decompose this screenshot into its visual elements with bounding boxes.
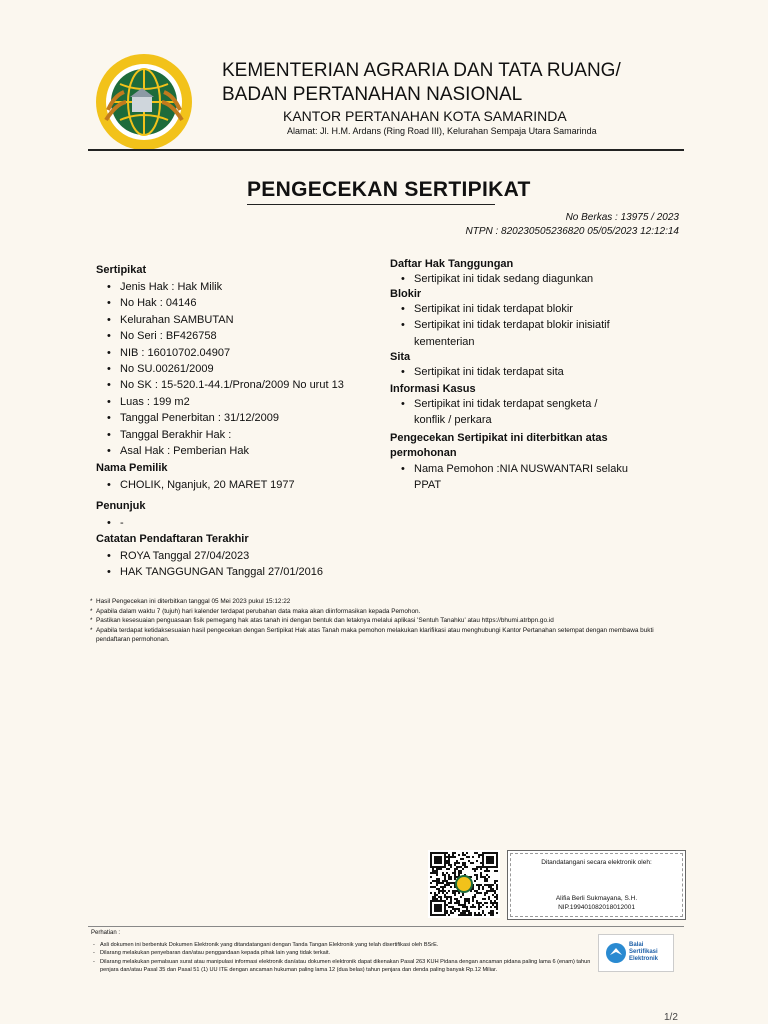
signature-box <box>507 850 686 920</box>
title-underline <box>247 204 495 205</box>
note-item: * Apabila terdapat ketidaksesuaian hasil pengecekan dengan Sertipikat Hak atas Tanah maka pemohon melakukan klarifikasi atau menghubungi Kantor Pertanahan setempat dengan membawa bukti pendaftaran permohonan. <box>90 626 654 644</box>
header-divider <box>88 149 684 151</box>
list-item: • Sertipikat ini tidak terdapat sita <box>390 364 680 380</box>
bsre-logo <box>598 934 674 972</box>
section-sita <box>390 351 680 380</box>
ministry-title-line1: KEMENTERIAN AGRARIA DAN TATA RUANG/ <box>222 60 621 81</box>
no-berkas: No Berkas : 13975 / 2023 <box>565 212 679 223</box>
signer-nip: NIP.199401082018012001 <box>558 904 635 911</box>
ministry-title-line2: BADAN PERTANAHAN NASIONAL <box>222 84 523 105</box>
footer-item: - Asli dokumen ini berbentuk Dokumen Elektronik yang ditandatangani dengan Tanda Tangan Elektronik yang telah disertifikasi oleh BSrE. <box>93 942 439 948</box>
list-item: • Nama Pemohon :NIA NUSWANTARI selaku PPAT <box>390 461 640 494</box>
footer-item: - Dilarang melakukan penyebaran dan/atau penggandaan kepada pihak lain yang tidak terkait. <box>93 950 331 957</box>
section-heading: Blokir <box>390 288 422 300</box>
list-item: • No SU.00261/2009 <box>96 361 376 377</box>
document-title: PENGECEKAN SERTIPIKAT <box>247 178 531 201</box>
list-item: • Tanggal Penerbitan : 31/12/2009 <box>96 410 376 426</box>
list-item: • Tanggal Berakhir Hak : <box>96 427 376 443</box>
office-name: KANTOR PERTANAHAN KOTA SAMARINDA <box>283 108 567 124</box>
list-item: • HAK TANGGUNGAN Tanggal 27/01/2016 <box>96 564 376 580</box>
bpn-logo <box>94 52 194 152</box>
section-heading: Catatan Pendaftaran Terakhir <box>96 533 249 545</box>
section-heading: Sertipikat <box>96 264 147 276</box>
page-number: 1/2 <box>664 1012 678 1023</box>
list-item: • NIB : 16010702.04907 <box>96 345 376 361</box>
section-catatan <box>96 533 376 581</box>
list-item: • No SK : 15-520.1-44.1/Prona/2009 No urut 13 <box>96 377 376 393</box>
section-pengecekan-permohonan <box>390 431 640 494</box>
list-item: • Sertipikat ini tidak terdapat blokir <box>390 301 680 317</box>
list-item: • Jenis Hak : Hak Milik <box>96 279 376 295</box>
list-item: • Sertipikat ini tidak terdapat blokir inisiatif kementerian <box>390 317 680 350</box>
list-item: • Sertipikat ini tidak terdapat sengketa / konflik / perkara <box>390 396 680 429</box>
bsre-emblem-icon <box>605 942 627 964</box>
signer-name: Alifia Berli Sukmayana, S.H. <box>555 895 638 902</box>
section-heading: Nama Pemilik <box>96 462 168 474</box>
section-sertipikat <box>96 264 376 459</box>
section-heading: Pengecekan Sertipikat ini diterbitkan atas permohonan <box>390 432 608 459</box>
note-item: * Pastikan kesesuaian penguasaan fisik pemegang hak atas tanah ini dengan bentuk dan letaknya melalui aplikasi 'Sentuh Tanahku' atau https://bhumi.atrbpn.go.id <box>90 617 554 625</box>
section-heading: Informasi Kasus <box>390 383 476 395</box>
section-heading: Penunjuk <box>96 500 146 512</box>
footer-heading: Perhatian : <box>91 930 121 936</box>
list-item: • Kelurahan SAMBUTAN <box>96 312 376 328</box>
section-daftar-hak-tanggungan <box>390 258 680 287</box>
section-penunjuk <box>96 500 376 531</box>
list-item: • - <box>96 515 376 531</box>
office-address: Alamat: Jl. H.M. Ardans (Ring Road III), Kelurahan Sempaja Utara Samarinda <box>287 126 597 136</box>
section-informasi-kasus <box>390 383 680 429</box>
footer-item: - Dilarang melakukan pemalsuan surat atau manipulasi informasi elektronik dan/atau dokumen elektronik dapat dikenakan Pasal 263 KUH Pidana dengan ancaman pidana paling lama 6 (enam) tahun penjara dan/atau Pasal 35 dan Pasal 51 (1) UU ITE dengan ancaman hukuman paling lama 12 (dua belas) tahun penjara dan denda paling banyak Rp.12 Miliar. <box>93 958 591 974</box>
footer-divider <box>88 926 684 927</box>
note-item: * Apabila dalam waktu 7 (tujuh) hari kalender terdapat perubahan data maka akan diinformasikan kepada Pemohon. <box>90 607 421 615</box>
qr-code <box>428 850 500 918</box>
ntpn: NTPN : 820230505236820 05/05/2023 12:12:14 <box>465 226 679 237</box>
list-item: • Luas : 199 m2 <box>96 394 376 410</box>
list-item: • No Seri : BF426758 <box>96 328 376 344</box>
list-item: • Asal Hak : Pemberian Hak <box>96 443 376 459</box>
section-blokir <box>390 288 680 350</box>
notes-list <box>88 597 688 645</box>
section-heading: Daftar Hak Tanggungan <box>390 258 514 270</box>
signature-label: Ditandatangani secara elektronik oleh: <box>541 859 652 866</box>
section-nama-pemilik <box>96 462 376 493</box>
note-item: * Hasil Pengecekan ini diterbitkan tanggal 05 Mei 2023 pukul 15:12:22 <box>90 598 291 605</box>
list-item: • No Hak : 04146 <box>96 295 376 311</box>
section-heading: Sita <box>390 351 411 363</box>
list-item: • CHOLIK, Nganjuk, 20 MARET 1977 <box>96 477 376 493</box>
list-item: • Sertipikat ini tidak sedang diagunkan <box>390 271 680 287</box>
footer-list <box>92 941 592 975</box>
list-item: • ROYA Tanggal 27/04/2023 <box>96 548 376 564</box>
bsre-text: Balai Sertifikasi Elektronik <box>629 942 659 962</box>
